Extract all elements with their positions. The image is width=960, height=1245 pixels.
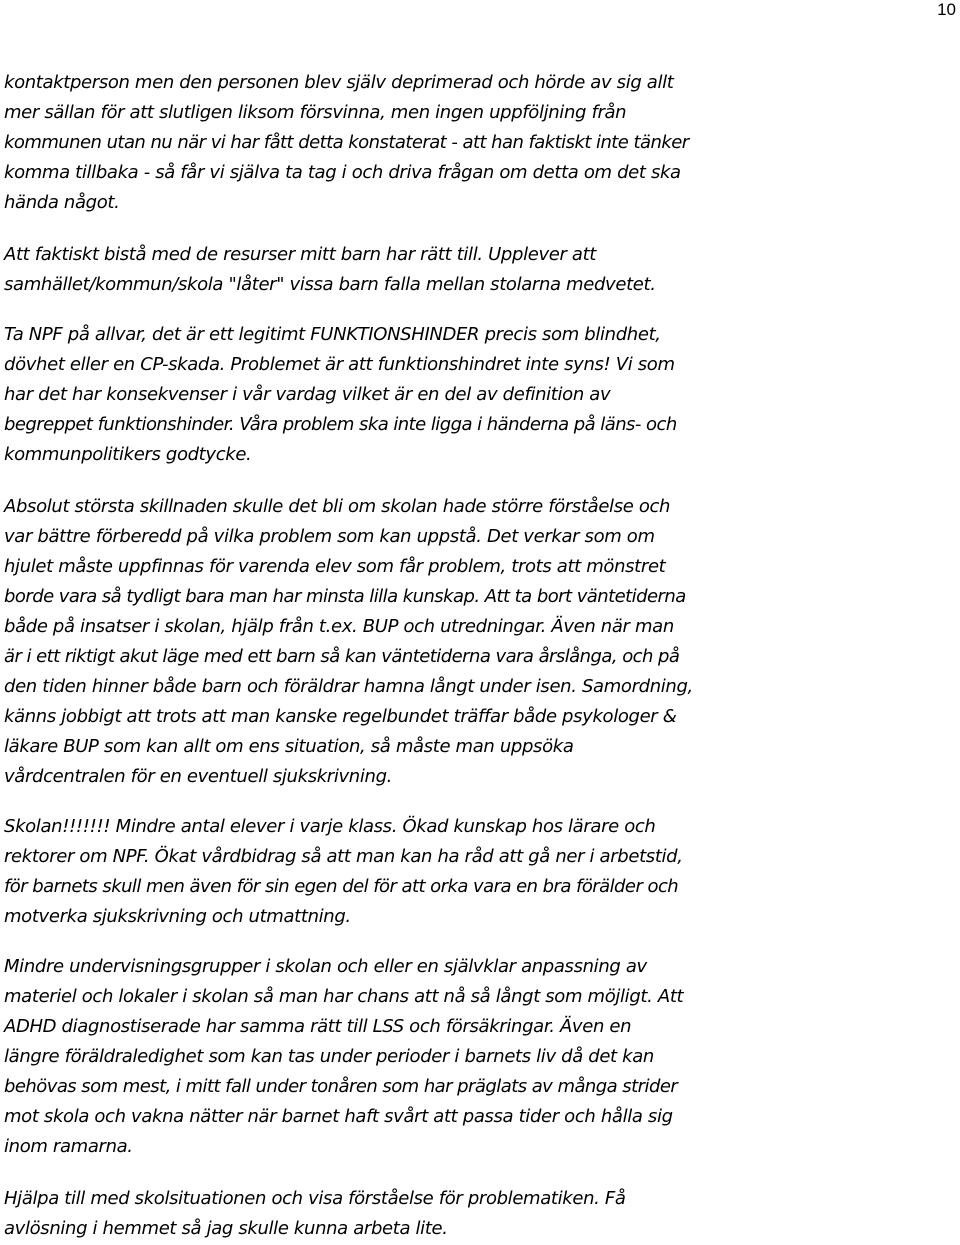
text-line: vårdcentralen för en eventuell sjukskrivning.	[4, 766, 393, 787]
text-line: känns jobbigt att trots att man kanske regelbundet träffar både psykologer &	[4, 706, 677, 727]
text-line: Att faktiskt bistå med de resurser mitt barn har rätt till. Upplever att	[4, 244, 596, 265]
text-line: är i ett riktigt akut läge med ett barn så kan väntetiderna vara årslånga, och på	[4, 646, 680, 667]
text-line: Absolut största skillnaden skulle det bli om skolan hade större förståelse och	[4, 496, 671, 517]
text-line: komma tillbaka - så får vi själva ta tag i och driva frågan om detta om det ska	[4, 162, 681, 183]
text-line: Skolan!!!!!!! Mindre antal elever i varje klass. Ökad kunskap hos lärare och	[4, 816, 656, 837]
paragraph-help	[4, 1184, 954, 1244]
paragraph-smaller-groups	[4, 952, 954, 1162]
text-line: inom ramarna.	[4, 1136, 133, 1157]
paragraph-npf	[4, 320, 954, 470]
paragraph-followup	[4, 68, 954, 218]
text-line: materiel och lokaler i skolan så man har chans att nå så långt som möjligt. Att	[4, 986, 684, 1007]
text-line: Mindre undervisningsgrupper i skolan och eller en självklar anpassning av	[4, 956, 647, 977]
text-line: avlösning i hemmet så jag skulle kunna arbeta lite.	[4, 1218, 448, 1239]
paragraph-school-understanding	[4, 492, 954, 792]
paragraph-skolan	[4, 812, 954, 932]
text-line: kommunen utan nu när vi har fått detta konstaterat - att han faktiskt inte tänker	[4, 132, 689, 153]
text-line: motverka sjukskrivning och utmattning.	[4, 906, 351, 927]
text-line: Ta NPF på allvar, det är ett legitimt FUNKTIONSHINDER precis som blindhet,	[4, 324, 661, 345]
text-line: behövas som mest, i mitt fall under tonåren som har präglats av många strider	[4, 1076, 678, 1097]
text-line: rektorer om NPF. Ökat vårdbidrag så att man kan ha råd att gå ner i arbetstid,	[4, 846, 683, 867]
text-line: hända något.	[4, 192, 120, 213]
text-line: den tiden hinner både barn och föräldrar hamna långt under isen. Samordning,	[4, 676, 693, 697]
text-line: har det har konsekvenser i vår vardag vilket är en del av definition av	[4, 384, 611, 405]
text-line: var bättre förberedd på vilka problem som kan uppstå. Det verkar som om	[4, 526, 655, 547]
text-line: mer sällan för att slutligen liksom försvinna, men ingen uppföljning från	[4, 102, 627, 123]
page-number: 10	[937, 0, 956, 19]
text-line: kommunpolitikers godtycke.	[4, 444, 252, 465]
text-line: begreppet funktionshinder. Våra problem ska inte ligga i händerna på läns- och	[4, 414, 677, 435]
text-line: mot skola och vakna nätter när barnet haft svårt att passa tider och hålla sig	[4, 1106, 673, 1127]
text-line: läkare BUP som kan allt om ens situation, så måste man uppsöka	[4, 736, 574, 757]
text-line: kontaktperson men den personen blev själv deprimerad och hörde av sig allt	[4, 72, 674, 93]
text-line: för barnets skull men även för sin egen del för att orka vara en bra förälder och	[4, 876, 679, 897]
text-line: längre föräldraledighet som kan tas under perioder i barnets liv då det kan	[4, 1046, 654, 1067]
paragraph-resources	[4, 240, 954, 300]
text-line: ADHD diagnostiserade har samma rätt till LSS och försäkringar. Även en	[4, 1016, 632, 1037]
text-line: Hjälpa till med skolsituationen och visa förståelse för problematiken. Få	[4, 1188, 626, 1209]
text-line: borde vara så tydligt bara man har minsta lilla kunskap. Att ta bort väntetiderna	[4, 586, 686, 607]
text-line: hjulet måste uppfinnas för varenda elev som får problem, trots att mönstret	[4, 556, 666, 577]
text-line: dövhet eller en CP-skada. Problemet är att funktionshindret inte syns! Vi som	[4, 354, 675, 375]
text-line: samhället/kommun/skola "låter" vissa barn falla mellan stolarna medvetet.	[4, 274, 656, 295]
text-line: både på insatser i skolan, hjälp från t.ex. BUP och utredningar. Även när man	[4, 616, 674, 637]
